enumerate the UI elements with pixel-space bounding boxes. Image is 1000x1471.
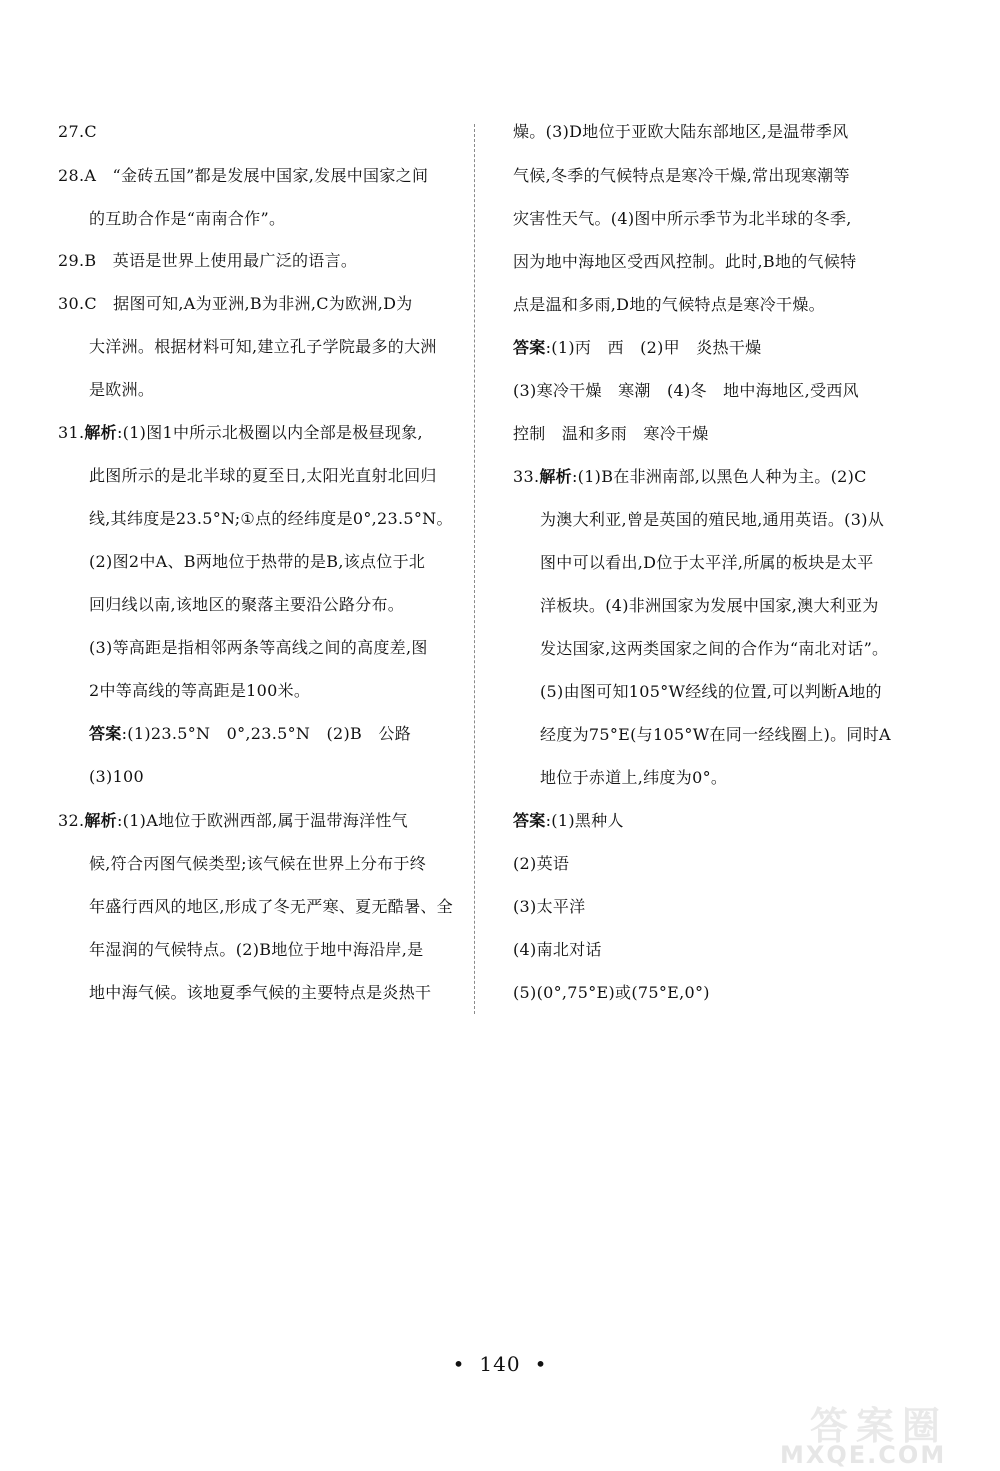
line-text: 此图所示的是北半球的夏至日,太阳光直射北回归 [89, 466, 437, 485]
text-line [513, 121, 848, 143]
line-text: :(1)B在非洲南部,以黑色人种为主。(2)C [571, 467, 867, 486]
text-line [89, 637, 428, 659]
text-line [513, 982, 710, 1004]
bold-label: 解析 [84, 423, 117, 442]
text-line [89, 594, 404, 616]
column-divider [474, 124, 476, 1014]
text-line [513, 294, 825, 316]
text-line [89, 551, 425, 573]
text-line [89, 939, 423, 961]
text-line [540, 767, 727, 789]
line-text: 灾害性天气。(4)图中所示季节为北半球的冬季, [513, 209, 852, 228]
text-line [513, 466, 867, 488]
text-line [58, 810, 408, 832]
line-text: 发达国家,这两类国家之间的合作为“南北对话”。 [540, 639, 889, 658]
line-text: 回归线以南,该地区的聚落主要沿公路分布。 [89, 595, 405, 614]
page-number-dot-left: • [452, 1352, 466, 1376]
line-text: (3)寒冷干燥 寒潮 (4)冬 地中海地区,受西风 [513, 381, 859, 400]
question-number: 33. [513, 467, 540, 486]
question-number: 31. [58, 423, 85, 442]
page-number-value: 140 [479, 1352, 521, 1376]
text-line [89, 723, 411, 745]
text-line [513, 380, 859, 402]
text-line [513, 939, 602, 961]
line-text: 因为地中海地区受西风控制。此时,B地的气候特 [513, 252, 857, 271]
watermark-text: 答案圈 [810, 1404, 949, 1448]
watermark-url: MXQE.COM [780, 1441, 947, 1469]
text-line [513, 810, 624, 832]
text-line [513, 337, 761, 359]
text-line [540, 724, 891, 746]
line-text: 是欧洲。 [89, 380, 155, 399]
line-text: (3)100 [89, 767, 145, 786]
line-text: (3)太平洋 [513, 897, 586, 916]
bold-label: 解析 [539, 467, 572, 486]
text-line [540, 681, 882, 703]
bold-label: 答案 [89, 724, 122, 743]
line-text: 燥。(3)D地位于亚欧大陆东部地区,是温带季风 [513, 122, 849, 141]
line-text: 年盛行西风的地区,形成了冬无严寒、夏无酷暑、全 [89, 897, 453, 916]
line-text: (5)由图可知105°W经线的位置,可以判断A地的 [540, 682, 882, 701]
text-line [513, 251, 856, 273]
bold-label: 答案 [513, 811, 546, 830]
line-text: 为澳大利亚,曾是英国的殖民地,通用英语。(3)从 [540, 510, 885, 529]
line-text: 图中可以看出,D位于太平洋,所属的板块是太平 [540, 553, 874, 572]
text-line [540, 509, 884, 531]
line-text: :(1)图1中所示北极圈以内全部是极昼现象, [116, 423, 423, 442]
question-number: 32. [58, 811, 85, 830]
line-text: :(1)黑种人 [545, 811, 624, 830]
line-text: 30.C 据图可知,A为亚洲,B为非洲,C为欧洲,D为 [58, 294, 413, 313]
line-text: 27.C [58, 122, 97, 141]
text-line [58, 165, 428, 187]
line-text: 29.B 英语是世界上使用最广泛的语言。 [58, 251, 358, 270]
line-text: 28.A “金砖五国”都是发展中国家,发展中国家之间 [58, 166, 429, 185]
line-text: 洋板块。(4)非洲国家为发展中国家,澳大利亚为 [540, 596, 879, 615]
text-line [58, 250, 357, 272]
text-line [513, 853, 569, 875]
line-text: (5)(0°,75°E)或(75°E,0°) [513, 983, 710, 1002]
text-line [58, 293, 413, 315]
page-number [0, 1352, 1000, 1376]
line-text: 地中海气候。该地夏季气候的主要特点是炎热干 [89, 983, 432, 1002]
line-text: :(1)23.5°N 0°,23.5°N (2)B 公路 [121, 724, 412, 743]
watermark-logo [770, 1395, 995, 1467]
text-line [89, 680, 310, 702]
text-line [540, 595, 879, 617]
line-text: 气候,冬季的气候特点是寒冷干燥,常出现寒潮等 [513, 166, 850, 185]
text-line [58, 422, 423, 444]
text-line [89, 379, 154, 401]
line-text: :(1)A地位于欧洲西部,属于温带海洋性气 [116, 811, 408, 830]
text-line [89, 208, 285, 230]
line-text: 大洋洲。根据材料可知,建立孔子学院最多的大洲 [89, 337, 437, 356]
text-line [89, 853, 426, 875]
line-text: (3)等高距是指相邻两条等高线之间的高度差,图 [89, 638, 428, 657]
bold-label: 解析 [84, 811, 117, 830]
text-line [540, 552, 874, 574]
text-line [89, 766, 144, 788]
line-text: (2)英语 [513, 854, 570, 873]
bold-label: 答案 [513, 338, 546, 357]
text-line [89, 982, 431, 1004]
line-text: 地位于赤道上,纬度为0°。 [540, 768, 728, 787]
line-text: 年湿润的气候特点。(2)B地位于地中海沿岸,是 [89, 940, 424, 959]
line-text: (4)南北对话 [513, 940, 602, 959]
text-line [89, 336, 437, 358]
line-text: 控制 温和多雨 寒冷干燥 [513, 424, 709, 443]
text-line [513, 423, 709, 445]
text-line [89, 896, 453, 918]
line-text: :(1)丙 西 (2)甲 炎热干燥 [545, 338, 762, 357]
text-line [58, 121, 97, 143]
text-line [540, 638, 888, 660]
text-line [89, 508, 453, 530]
line-text: 2中等高线的等高距是100米。 [89, 681, 311, 700]
line-text: 的互助合作是“南南合作”。 [89, 209, 286, 228]
line-text: 线,其纬度是23.5°N;①点的经纬度是0°,23.5°N。 [89, 509, 453, 528]
text-line [513, 165, 850, 187]
text-line [89, 465, 437, 487]
line-text: 经度为75°E(与105°W在同一经线圈上)。同时A [540, 725, 891, 744]
line-text: (2)图2中A、B两地位于热带的是B,该点位于北 [89, 552, 426, 571]
text-line [513, 208, 852, 230]
text-line [513, 896, 585, 918]
line-text: 候,符合丙图气候类型;该气候在世界上分布于终 [89, 854, 427, 873]
line-text: 点是温和多雨,D地的气候特点是寒冷干燥。 [513, 295, 825, 314]
page-number-dot-right: • [534, 1352, 548, 1376]
